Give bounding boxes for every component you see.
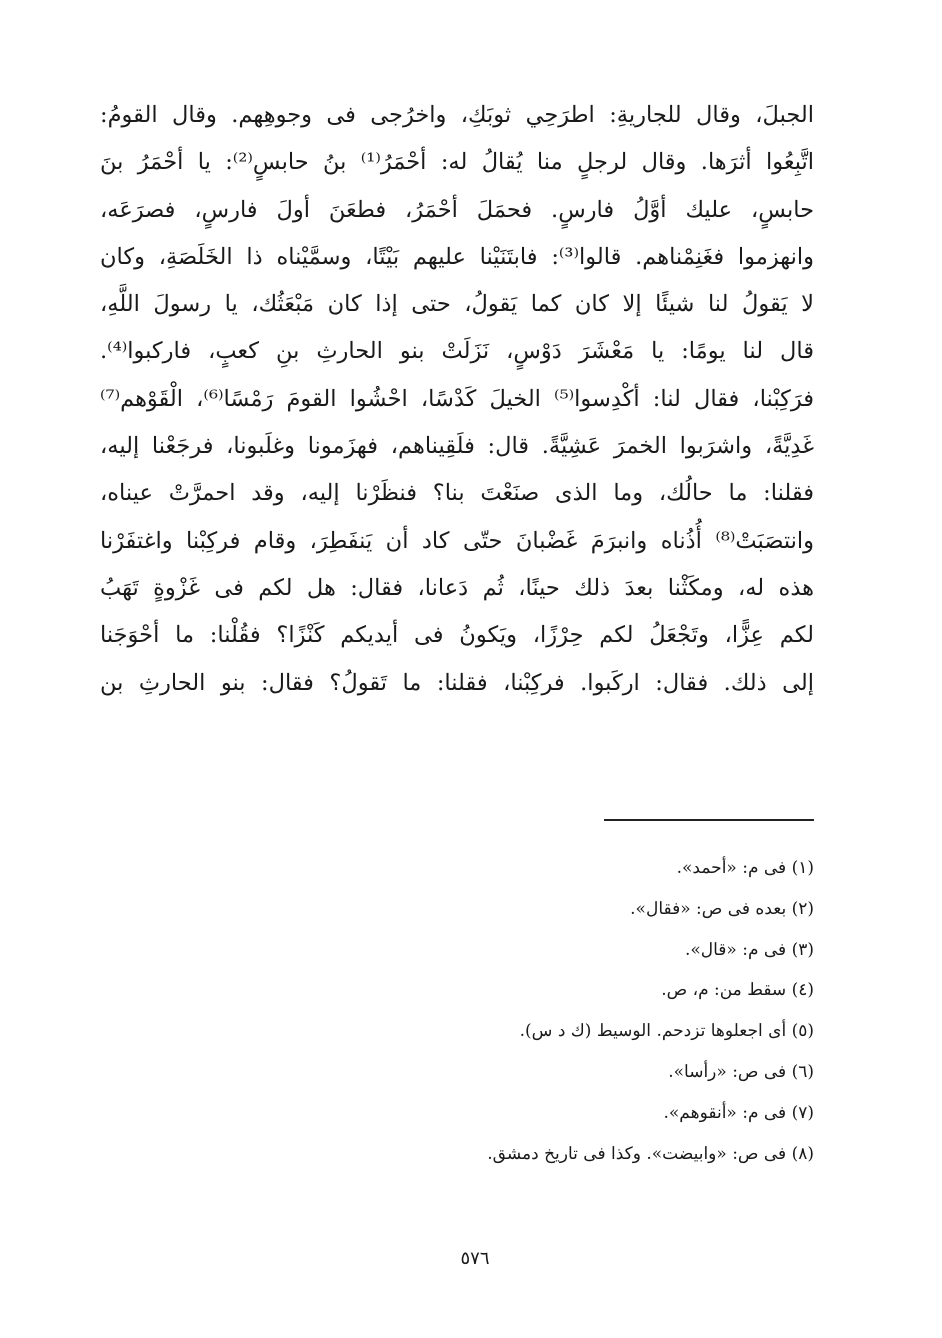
- footnote-6: (٦) فى ص: «رأسا».: [668, 1061, 814, 1082]
- text-line-3: حابسٍ، عليك أوَّلُ فارسٍ. فحمَلَ أحْمَرُ، فطعَنَ أولَ فارسٍ، فصرَعَه،: [100, 196, 814, 223]
- text-line-1: الجبلَ، وقال للجاريةِ: اطرَحِي ثوبَكِ، واخرُجى فى وجوهِهم. وقال القومُ:: [100, 102, 814, 128]
- footnote-8: (٨) فى ص: «وابيضت». وكذا فى تاريخ دمشق.: [487, 1143, 814, 1164]
- text-line-10: وانتصَبَتْ⁽⁸⁾ أُذُناه وانبرَمَ غَضْبانَ حتّى كاد أن يَنفَطِرَ، وقام فركِبْنا واغتفَرْنا: [100, 527, 814, 554]
- footnotes-block: [100, 848, 814, 1174]
- text-line-9: فقلنا: ما حالُك، وما الذى صنَعْتَ بنا؟ فنظَرْنا إليه، وقد احمرَّتْ عيناه،: [100, 480, 814, 507]
- text-line-11: هذه له، ومكَثْنا بعدَ ذلك حينًا، ثُم دَعانا، فقال: هل لكم فى غَزْوةٍ تَهَبُ: [100, 574, 814, 601]
- footnote-1: (١) فى م: «أحمد».: [676, 858, 814, 878]
- text-line-6: قال لنا يومًا: يا مَعْشَرَ دَوْسٍ، نَزَلَتْ بنو الحارثِ بنِ كعبٍ، فاركبوا⁽⁴⁾.: [100, 338, 814, 365]
- text-line-12: لكم عِزًّا، وتَجْعَلُ لكم حِرْزًا، ويَكونُ فى أيديكم كَنْزًا؟ فقُلْنا: ما أحْوَجَنا: [100, 622, 814, 649]
- text-line-4: وانهزموا فغَنِمْناهم. قالوا⁽³⁾: فابتَنَيْنا عليهم بَيْتًا، وسمَّيْناه ذا الخَلَصَةِ، وكان: [100, 243, 814, 270]
- main-text-block: [100, 92, 814, 707]
- text-line-2: اتَّبِعُوا أثرَها. وقال لرجلٍ منا يُقالُ له: أحْمَرُ⁽¹⁾ بنُ حابسٍ⁽²⁾: يا أحْمَرُ بنَ: [100, 149, 814, 176]
- text-line-5: لا يَقولُ لنا شيئًا إلا كان كما يَقولُ، حتى إذا كان مَبْعَثُك، يا رسولَ اللَّهِ،: [100, 291, 814, 318]
- page-number: ٥٧٦: [460, 1248, 490, 1269]
- footnote-separator-rule: [604, 819, 814, 821]
- text-line-7: فرَكِبْنا، فقال لنا: أكْدِسوا⁽⁵⁾ الخيلَ كَدْسًا، احْشُوا القومَ رَمْسًا⁽⁶⁾، الْقَوْهم⁽⁷⁾: [100, 385, 814, 412]
- footnote-4: (٤) سقط من: م، ص.: [661, 980, 814, 1001]
- footnote-3: (٣) فى م: «قال».: [684, 939, 814, 960]
- footnote-5: (٥) أى اجعلوها تزدحم. الوسيط (ك د س).: [519, 1021, 814, 1042]
- footnote-2: (٢) بعده فى ص: «فقال».: [630, 898, 814, 919]
- footnote-7: (٧) فى م: «أنقوهم».: [663, 1102, 814, 1123]
- text-line-8: غَدِيَّةً، واشرَبوا الخمرَ عَشِيَّةً. قال: فلَقِيناهم، فهزَمونا وغلَبونا، فرجَعْنا إليه،: [100, 433, 814, 460]
- text-line-13: إلى ذلك. فقال: اركَبوا. فركِبْنا، فقلنا: ما تَقولُ؟ فقال: بنو الحارثِ بن: [100, 669, 814, 696]
